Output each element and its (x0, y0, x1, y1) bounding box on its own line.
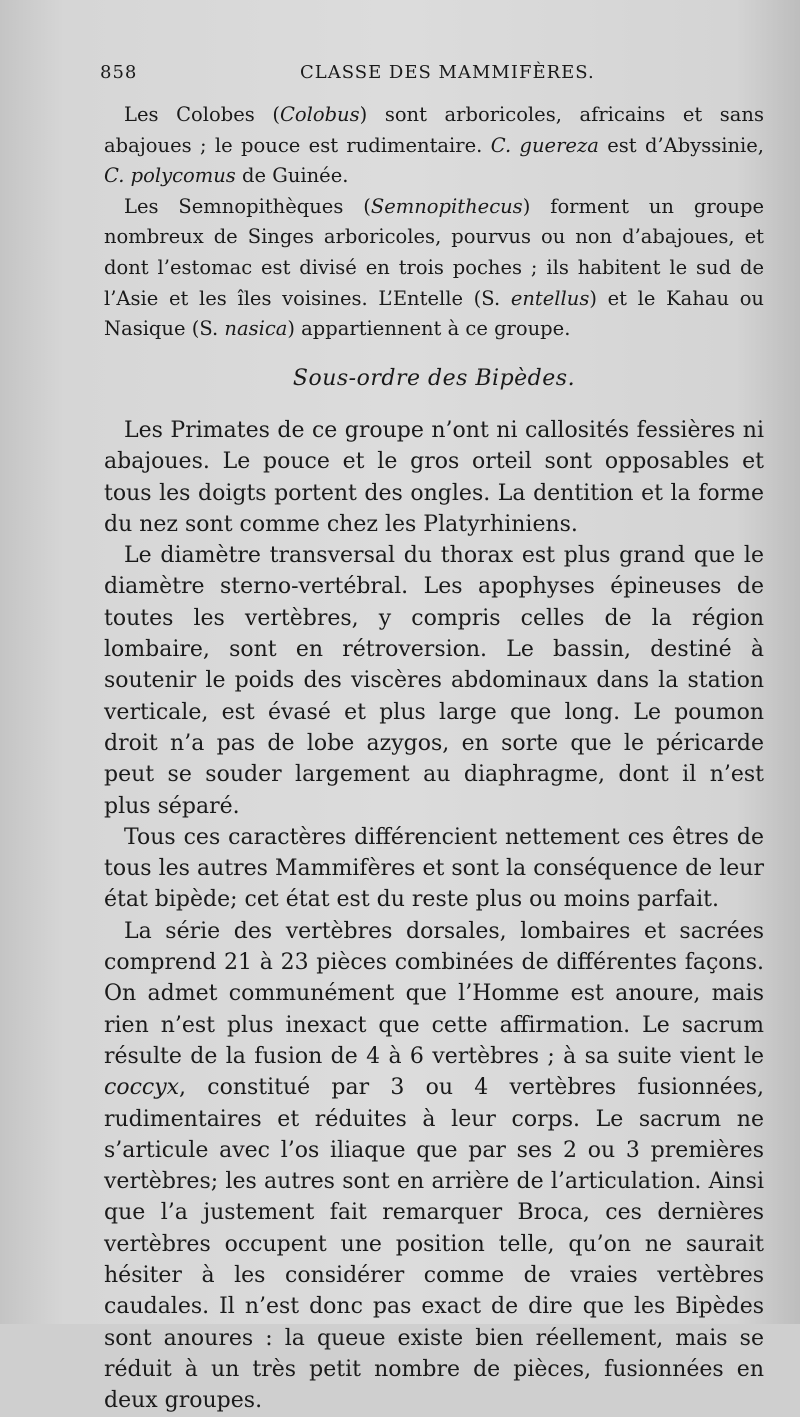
italic-text: nasica (224, 317, 288, 341)
text-segment: de Guinée. (235, 164, 349, 188)
paragraph (104, 192, 764, 345)
italic-text: Semnopithecus (370, 194, 523, 218)
small-text-block (104, 100, 764, 345)
paragraph (104, 540, 764, 822)
text-segment: est d’Abyssinie, (598, 133, 765, 157)
text-segment: ) forment un groupe nombreux de Singes arboricoles, pourvus ou non d’abajoues, et dont l’estomac est divisé en trois poches ; ils habitent le sud de l’Asie et les îles voisines. L’Entelle (S. (104, 194, 764, 310)
text-segment: La série des vertèbres dorsales, lombaires et sacrées comprend 21 à 23 pièces combinées de différentes façons. On admet communément que l’Homme est anoure, mais rien n’est plus inexact que cette affirmation. Le sacrum résulte de la fusion de 4 à 6 vertèbres ; à sa suite vient le (104, 918, 764, 1069)
text-segment: Tous ces caractères différencient nettement ces êtres de tous les autres Mammifères et sont la conséquence de leur état bipède; cet état est du reste plus ou moins parfait. (104, 824, 764, 913)
italic-text: entellus (510, 286, 590, 310)
paragraph (104, 916, 764, 1417)
text-segment: ) sont arboricoles, africains et sans abajoues ; le pouce est rudimentaire. (104, 103, 764, 157)
text-segment: Les Semnopithèques ( (124, 194, 371, 218)
text-segment: , constitué par 3 ou 4 vertèbres fusionnées, rudimentaires et réduites à leur corps. Le sacrum ne s’articule avec l’os iliaque que par ses 2 ou 3 premières vertèbres; les autres sont en arrière de l’articulation. Ainsi que l’a justement fait remarquer Broca, ces dernières vertèbres occupent une position telle, qu’on ne saurait hésiter à les considérer comme de vraies vertèbres caudales. Il n’est donc pas exact de dire que les Bipèdes sont anoures : la queue existe bien réellement, mais se réduit à un très petit nombre de pièces, fusionnées en deux groupes. (104, 1075, 764, 1414)
text-segment: Les Colobes ( (124, 103, 280, 126)
italic-text: coccyx (104, 1075, 180, 1101)
italic-text: Colobus (279, 103, 360, 126)
running-title: CLASSE DES MAMMIFÈRES. (300, 62, 595, 83)
text-segment: Les Primates de ce groupe n’ont ni callosités fessières ni abajoues. Le pouce et le gros orteil sont opposables et tous les doigts portent des ongles. La dentition et la forme du nez sont comme chez les Platyrhiniens. (104, 418, 764, 537)
paragraph (104, 822, 764, 916)
paragraph (104, 415, 764, 540)
page-number: 858 (100, 62, 138, 83)
paragraph (104, 100, 764, 192)
text-segment: Le diamètre transversal du thorax est plus grand que le diamètre sterno-vertébral. Les apophyses épineuses de toutes les vertèbres, y compris celles de la région lombaire, sont en rétroversion. Le bassin, destiné à soutenir le poids des viscères abdominaux dans la station verticale, est évasé et plus large que long. Le poumon droit n’a pas de lobe azygos, en sorte que le péricarde peut se souder largement au diaphragme, dont il n’est plus séparé. (104, 543, 764, 819)
section-title: Sous-ordre des Bipèdes. (292, 366, 576, 391)
italic-text: C. guereza (490, 133, 599, 157)
text-segment: ) et le Kahau ou Nasique (S. (104, 286, 764, 341)
italic-text: C. polycomus (104, 164, 236, 188)
text-segment: ) appartiennent à ce groupe. (287, 317, 571, 341)
page-header (100, 62, 760, 90)
large-text-block (104, 415, 764, 1417)
